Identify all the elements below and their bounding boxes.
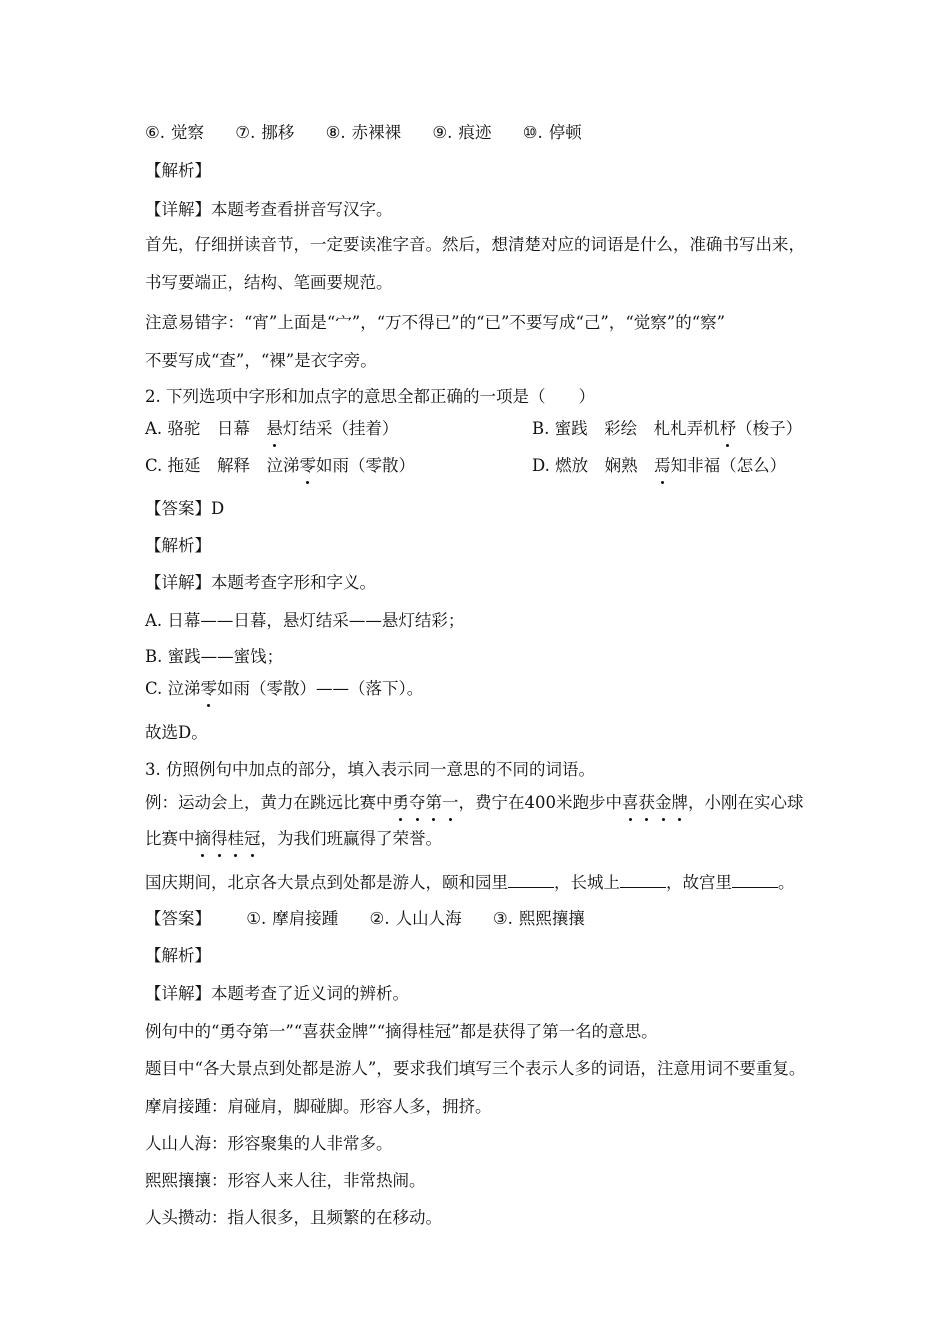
answer-item: ②. 人山人海 — [369, 909, 462, 928]
q3-line-1: 例句中的“勇夺第一”“喜获金牌”“摘得桂冠”都是获得了第一名的意思。 — [145, 1022, 658, 1041]
q3-line-4: 人山人海：形容聚集的人非常多。 — [145, 1134, 393, 1153]
emphasis-dot-char: 桂 — [227, 829, 244, 848]
emphasis-dot-char: 焉 — [654, 456, 671, 475]
q3-question: 国庆期间，北京各大景点到处都是游人，颐和园里 ，长城上 ，故宫里 。 — [145, 873, 795, 892]
emphasis-dot-char: 第 — [425, 793, 442, 812]
fill-blank — [620, 873, 666, 888]
q3-stem: 3. 仿照例句中加点的部分，填入表示同一意思的不同的词语。 — [145, 760, 595, 779]
q2-option-d: D. 燃放 娴熟 焉知非福（怎么） — [532, 456, 787, 475]
emphasis-dot-char: 冠 — [244, 829, 261, 848]
q1-paragraph-2a: 注意易错字：“宵”上面是“宀”，“万不得已”的“已”不要写成“己”，“觉察”的“察” — [145, 313, 726, 332]
q2-option-b: B. 蜜践 彩绘 札札弄机杼（梭子） — [532, 419, 803, 438]
q1-paragraph-2b: 不要写成“查”，“裸”是衣字旁。 — [145, 351, 377, 370]
emphasis-dot-char: 喜 — [622, 793, 639, 812]
answer-item: ③. 熙熙攘攘 — [492, 909, 585, 928]
emphasis-phrase — [393, 793, 459, 812]
q3-line-5: 熙熙攘攘：形容人来人往，非常热闹。 — [145, 1171, 426, 1190]
emphasis-dot-char: 杼 — [719, 419, 737, 438]
answer-item: ⑧. 赤裸裸 — [325, 123, 402, 142]
q2-detail: 【详解】本题考查字形和字义。 — [145, 573, 376, 592]
emphasis-phrase — [195, 829, 261, 848]
q3-line-3: 摩肩接踵：肩碰肩，脚碰脚。形容人多，拥挤。 — [145, 1097, 492, 1116]
emphasis-dot-char: 金 — [655, 793, 672, 812]
q3-detail: 【详解】本题考查了近义词的辨析。 — [145, 984, 409, 1003]
emphasis-dot-char: 一 — [442, 793, 459, 812]
q2-line-a: A. 日幕——日暮，悬灯结采——悬灯结彩； — [145, 611, 465, 630]
emphasis-dot-char: 牌 — [671, 793, 688, 812]
q2-analysis-label: 【解析】 — [145, 536, 211, 555]
emphasis-dot-char: 零 — [299, 456, 317, 475]
q1-paragraph-1a: 首先，仔细拼读音节，一定要读准字音。然后，想清楚对应的词语是什么，准确书写出来， — [145, 235, 805, 254]
q3-answer-row: 【答案】 ①. 摩肩接踵 ②. 人山人海 ③. 熙熙攘攘 — [145, 909, 585, 928]
answer-item: ⑩. 停顿 — [522, 123, 582, 142]
q2-line-b: B. 蜜践——蜜饯； — [145, 647, 284, 666]
emphasis-dot-char: 悬 — [266, 419, 283, 438]
answer-item: ①. 摩肩接踵 — [246, 909, 339, 928]
q3-line-6: 人头攒动：指人很多，且频繁的在移动。 — [145, 1208, 442, 1227]
answer-item: ⑥. 觉察 — [145, 123, 205, 142]
answer-item: ⑦. 挪移 — [235, 123, 295, 142]
q3-analysis-label: 【解析】 — [145, 946, 211, 965]
q2-stem: 2. 下列选项中字形和加点字的意思全都正确的一项是（ ） — [145, 387, 595, 406]
emphasis-dot-char: 夺 — [409, 793, 426, 812]
emphasis-dot-char: 获 — [638, 793, 655, 812]
q2-option-a: A. 骆驼 日幕 悬灯结采（挂着） — [145, 419, 399, 438]
fill-blank — [732, 873, 778, 888]
fill-blank — [508, 873, 554, 888]
q3-example-line-1: 例：运动会上，黄力在跳远比赛中勇夺第一，费宁在400米跑步中喜获金牌，小刚在实心球 — [145, 793, 804, 812]
emphasis-phrase — [622, 793, 688, 812]
emphasis-dot-char: 勇 — [392, 793, 409, 812]
q1-answer-row — [145, 122, 608, 144]
emphasis-dot-char: 得 — [211, 829, 228, 848]
q1-paragraph-1b: 书写要端正，结构、笔画要规范。 — [145, 273, 393, 292]
q1-detail: 【详解】本题考查看拼音写汉字。 — [145, 200, 393, 219]
q3-example-line-2: 比赛中摘得桂冠，为我们班赢得了荣誉。 — [145, 829, 442, 848]
emphasis-dot-char: 摘 — [194, 829, 211, 848]
q2-option-c: C. 拖延 解释 泣涕零如雨（零散） — [145, 456, 416, 475]
answer-item: ⑨. 痕迹 — [432, 123, 492, 142]
q1-analysis-label: 【解析】 — [145, 161, 211, 180]
q2-choose: 故选D。 — [145, 723, 208, 742]
q2-line-c: C. 泣涕零如雨（零散）——（落下）。 — [145, 679, 424, 698]
emphasis-dot-char: 零 — [200, 679, 218, 698]
q3-line-2: 题目中“各大景点到处都是游人”，要求我们填写三个表示人多的词语，注意用词不要重复。 — [145, 1059, 806, 1078]
q2-answer: 【答案】D — [145, 499, 225, 518]
